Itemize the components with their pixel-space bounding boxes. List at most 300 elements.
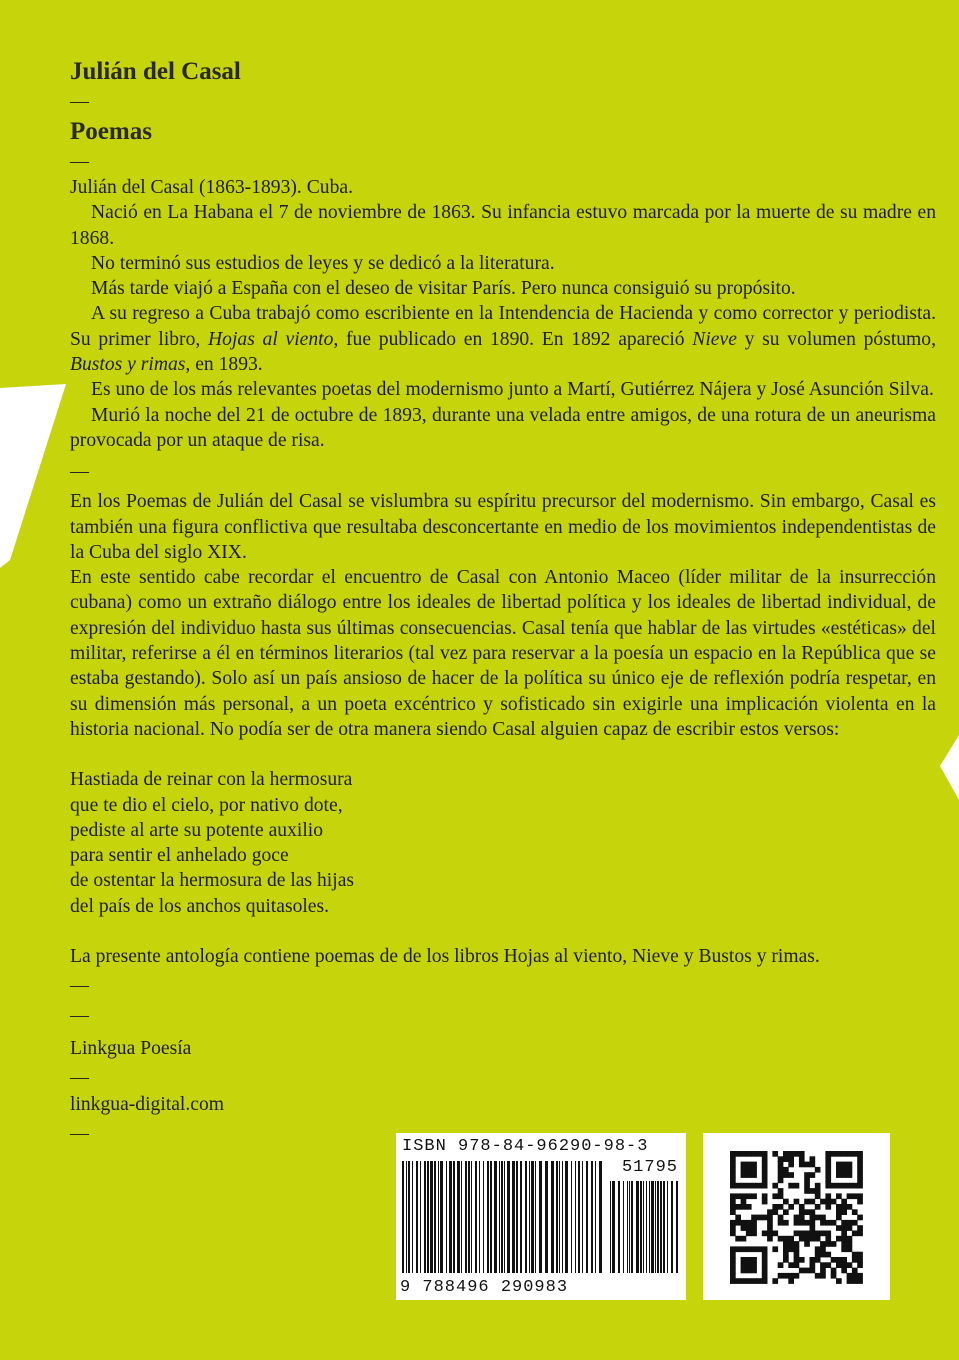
qr-module <box>825 1151 831 1157</box>
isbn-label: ISBN 978-84-96290-98-3 <box>402 1137 649 1156</box>
qr-module <box>741 1167 747 1173</box>
qr-module <box>783 1199 789 1205</box>
qr-module <box>741 1225 747 1231</box>
qr-module <box>804 1183 810 1189</box>
separator-dash: — <box>70 975 89 997</box>
qr-module <box>820 1268 826 1274</box>
barcode-bars <box>396 1133 686 1300</box>
verse-line: Hastiada de reinar con la hermosura <box>70 769 353 791</box>
barcode-addon-bar <box>627 1181 628 1273</box>
barcode-bar <box>438 1161 439 1273</box>
left-white-shape <box>0 384 66 568</box>
qr-module <box>852 1151 858 1157</box>
qr-module <box>847 1204 853 1210</box>
qr-module <box>772 1151 778 1157</box>
barcode-addon-bar <box>646 1181 647 1273</box>
barcode-bar <box>520 1161 522 1273</box>
qr-module <box>825 1262 831 1268</box>
qr-module <box>751 1257 757 1263</box>
barcode-bar <box>599 1161 602 1273</box>
qr-module <box>762 1178 768 1184</box>
qr-module <box>783 1236 789 1242</box>
barcode-addon-bar <box>660 1181 662 1273</box>
barcode-bar <box>424 1161 426 1273</box>
qr-module <box>772 1193 778 1199</box>
barcode-bar <box>586 1161 588 1273</box>
qr-module <box>730 1156 736 1162</box>
barcode-bar <box>430 1161 433 1273</box>
qr-module <box>815 1273 821 1279</box>
qr-module <box>772 1231 778 1237</box>
qr-module <box>746 1231 752 1237</box>
qr-module <box>751 1193 757 1199</box>
qr-module <box>799 1162 805 1168</box>
qr-module <box>799 1151 805 1157</box>
qr-module <box>847 1236 853 1242</box>
qr-module <box>841 1257 847 1263</box>
qr-module <box>751 1167 757 1173</box>
qr-module <box>735 1204 741 1210</box>
qr-module <box>825 1252 831 1258</box>
bio-line: Julián del Casal (1863-1893). Cuba. <box>70 177 353 198</box>
qr-module <box>788 1246 794 1252</box>
qr-module <box>788 1183 794 1189</box>
qr-module <box>730 1262 736 1268</box>
qr-module <box>778 1167 784 1173</box>
qr-module <box>757 1246 763 1252</box>
qr-module <box>852 1273 858 1279</box>
qr-module <box>730 1231 736 1237</box>
qr-module <box>730 1199 736 1205</box>
qr-module <box>762 1199 768 1205</box>
qr-module <box>762 1156 768 1162</box>
barcode-bar <box>427 1161 429 1273</box>
qr-module <box>825 1193 831 1199</box>
barcode-bar <box>487 1161 489 1273</box>
qr-module <box>794 1252 800 1258</box>
qr-module <box>820 1273 826 1279</box>
barcode-addon-bar <box>649 1181 650 1273</box>
qr-module <box>804 1172 810 1178</box>
qr-module <box>857 1178 863 1184</box>
qr-module <box>730 1172 736 1178</box>
qr-module <box>841 1231 847 1237</box>
qr-module <box>831 1220 837 1226</box>
barcode-addon-bar <box>629 1181 630 1273</box>
qr-module <box>735 1220 741 1226</box>
qr-module <box>810 1268 816 1274</box>
qr-module <box>778 1204 784 1210</box>
qr-module <box>762 1151 768 1157</box>
qr-module <box>799 1220 805 1226</box>
qr-module <box>741 1199 747 1205</box>
barcode-bar <box>402 1161 404 1273</box>
qr-module <box>815 1246 821 1252</box>
barcode-bar <box>512 1161 515 1273</box>
text-run: A su regreso a Cuba trabajó como escribiente en la Intendencia de Hacienda y como corrector y periodista. Su primer libro, <box>70 303 936 350</box>
barcode-addon-bar <box>612 1181 615 1273</box>
qr-module <box>804 1188 810 1194</box>
qr-module <box>815 1167 821 1173</box>
separator-dash: — <box>70 151 89 172</box>
qr-module <box>794 1215 800 1221</box>
qr-module <box>741 1183 747 1189</box>
isbn-barcode <box>396 1133 686 1300</box>
qr-module <box>772 1209 778 1215</box>
qr-module <box>741 1268 747 1274</box>
qr-module <box>841 1241 847 1247</box>
qr-module <box>778 1215 784 1221</box>
biography <box>70 175 936 453</box>
qr-module <box>788 1162 794 1168</box>
qr-module <box>847 1225 853 1231</box>
qr-module <box>847 1183 853 1189</box>
separator-dash: — <box>70 91 89 112</box>
qr-module <box>857 1257 863 1263</box>
qr-module <box>746 1151 752 1157</box>
qr-module <box>847 1167 853 1173</box>
qr-module <box>825 1156 831 1162</box>
qr-module <box>730 1178 736 1184</box>
qr-module <box>788 1262 794 1268</box>
qr-module <box>836 1215 842 1221</box>
qr-module <box>757 1215 763 1221</box>
qr-module <box>778 1220 784 1226</box>
barcode-bar <box>531 1161 534 1273</box>
qr-module <box>788 1172 794 1178</box>
qr-module <box>772 1246 778 1252</box>
qr-module <box>794 1241 800 1247</box>
qr-module <box>741 1246 747 1252</box>
qr-module <box>746 1268 752 1274</box>
website[interactable]: linkgua-digital.com <box>70 1094 224 1116</box>
collection-name: Linkgua Poesía <box>70 1038 192 1060</box>
qr-module <box>810 1188 816 1194</box>
barcode-bar <box>578 1161 580 1273</box>
qr-module <box>751 1215 757 1221</box>
barcode-addon-bar <box>651 1181 654 1273</box>
qr-module <box>746 1225 752 1231</box>
barcode-addon-bar <box>657 1181 659 1273</box>
qr-module <box>757 1183 763 1189</box>
qr-module <box>836 1209 842 1215</box>
qr-module <box>836 1167 842 1173</box>
qr-module <box>804 1220 810 1226</box>
qr-module <box>746 1204 752 1210</box>
qr-module <box>794 1262 800 1268</box>
qr-module <box>841 1209 847 1215</box>
qr-module <box>730 1257 736 1263</box>
barcode-bar <box>416 1161 418 1273</box>
qr-module <box>810 1220 816 1226</box>
qr-module <box>799 1156 805 1162</box>
qr-module <box>788 1241 794 1247</box>
qr-module <box>825 1183 831 1189</box>
qr-module <box>746 1246 752 1252</box>
qr-module <box>794 1199 800 1205</box>
qr-module <box>762 1278 768 1284</box>
qr-module <box>847 1162 853 1168</box>
qr-module <box>735 1246 741 1252</box>
barcode-bar <box>556 1161 558 1273</box>
qr-module <box>783 1209 789 1215</box>
barcode-bar <box>565 1161 568 1273</box>
qr-module <box>836 1257 842 1263</box>
qr-module <box>836 1151 842 1157</box>
qr-module <box>730 1278 736 1284</box>
barcode-bar <box>412 1161 413 1273</box>
qr-module <box>810 1199 816 1205</box>
qr-module <box>767 1236 773 1242</box>
barcode-addon-bar <box>667 1181 668 1273</box>
qr-module <box>852 1252 858 1258</box>
barcode-bar <box>535 1161 536 1273</box>
barcode-bar <box>440 1161 443 1273</box>
qr-module <box>741 1236 747 1242</box>
qr-module <box>804 1199 810 1205</box>
qr-module <box>831 1183 837 1189</box>
barcode-bar <box>595 1161 596 1273</box>
qr-module <box>767 1220 773 1226</box>
qr-module <box>836 1172 842 1178</box>
qr-module <box>735 1278 741 1284</box>
qr-module <box>804 1241 810 1247</box>
qr-module <box>836 1162 842 1168</box>
qr-module <box>735 1183 741 1189</box>
qr-module <box>762 1257 768 1263</box>
bio-paragraph: Nació en La Habana el 7 de noviembre de 1863. Su infancia estuvo marcada por la muerte de su madre en 1868. <box>70 202 936 249</box>
barcode-bar <box>504 1161 505 1273</box>
qr-module <box>857 1278 863 1284</box>
qr-module <box>751 1183 757 1189</box>
barcode-bar <box>562 1161 563 1273</box>
qr-module <box>751 1246 757 1252</box>
qr-module <box>788 1273 794 1279</box>
qr-module <box>857 1231 863 1237</box>
qr-module <box>836 1193 842 1199</box>
qr-module <box>847 1262 853 1268</box>
qr-module <box>783 1172 789 1178</box>
qr-module <box>799 1209 805 1215</box>
qr-module <box>767 1231 773 1237</box>
separator-dash: — <box>70 1067 89 1089</box>
qr-module <box>741 1204 747 1210</box>
qr-module <box>820 1220 826 1226</box>
qr-module <box>746 1162 752 1168</box>
barcode-bar <box>571 1161 572 1273</box>
qr-module <box>857 1273 863 1279</box>
qr-module <box>794 1183 800 1189</box>
qr-module <box>746 1167 752 1173</box>
qr-module <box>804 1236 810 1242</box>
text-run: y su volumen póstumo, <box>736 328 936 350</box>
qr-module <box>730 1151 736 1157</box>
bio-paragraph: No terminó sus estudios de leyes y se dedicó a la literatura. <box>91 252 555 274</box>
qr-module <box>831 1241 837 1247</box>
barcode-bar <box>516 1161 518 1273</box>
barcode-bar <box>475 1161 477 1273</box>
right-white-shape <box>940 735 959 800</box>
qr-module <box>825 1172 831 1178</box>
barcode-bar <box>499 1161 500 1273</box>
barcode-bar <box>539 1161 542 1273</box>
barcode-addon-bar <box>676 1181 678 1273</box>
qr-code[interactable] <box>703 1133 890 1300</box>
qr-module <box>852 1183 858 1189</box>
qr-module <box>778 1178 784 1184</box>
qr-module <box>815 1215 821 1221</box>
qr-module <box>741 1172 747 1178</box>
qr-module <box>730 1193 736 1199</box>
barcode-bar <box>471 1161 472 1273</box>
qr-module <box>735 1215 741 1221</box>
qr-module <box>841 1151 847 1157</box>
qr-module <box>857 1183 863 1189</box>
qr-module <box>857 1156 863 1162</box>
qr-module <box>836 1204 842 1210</box>
verse-line: para sentir el anhelado goce <box>70 845 289 867</box>
qr-module <box>751 1262 757 1268</box>
qr-module <box>788 1278 794 1284</box>
qr-module <box>741 1162 747 1168</box>
qr-module <box>815 1231 821 1237</box>
book-title: Bustos y rimas <box>70 354 186 376</box>
qr-module <box>730 1273 736 1279</box>
qr-module <box>730 1167 736 1173</box>
qr-module <box>847 1241 853 1247</box>
qr-module <box>852 1231 858 1237</box>
qr-module <box>788 1204 794 1210</box>
qr-module <box>831 1257 837 1263</box>
qr-module <box>815 1193 821 1199</box>
qr-module <box>772 1204 778 1210</box>
qr-module <box>847 1172 853 1178</box>
qr-module <box>741 1262 747 1268</box>
qr-module <box>746 1257 752 1263</box>
qr-module <box>841 1204 847 1210</box>
barcode-bar <box>479 1161 480 1273</box>
qr-module <box>825 1199 831 1205</box>
qr-module <box>730 1204 736 1210</box>
barcode-bar <box>453 1161 455 1273</box>
barcode-bar <box>529 1161 530 1273</box>
qr-module <box>762 1162 768 1168</box>
barcode-bar <box>525 1161 527 1273</box>
qr-module <box>799 1257 805 1263</box>
bio-paragraph: Murió la noche del 21 de octubre de 1893, durante una velada entre amigos, de una rotura de un aneurisma provocada por un ataque de risa. <box>70 404 936 451</box>
barcode-bar <box>449 1161 452 1273</box>
qr-module <box>794 1246 800 1252</box>
barcode-bar <box>559 1161 560 1273</box>
separator-dash: — <box>70 1123 89 1145</box>
author-heading: Julián del Casal <box>70 58 241 85</box>
qr-module <box>778 1236 784 1242</box>
qr-module <box>852 1220 858 1226</box>
qr-module <box>836 1236 842 1242</box>
qr-module <box>852 1268 858 1274</box>
essay <box>70 489 936 742</box>
qr-module <box>825 1178 831 1184</box>
qr-module <box>857 1252 863 1258</box>
qr-module <box>751 1278 757 1284</box>
qr-module <box>751 1220 757 1226</box>
qr-module <box>847 1193 853 1199</box>
separator-dash: — <box>70 1005 89 1027</box>
qr-module <box>783 1156 789 1162</box>
qr-module <box>783 1273 789 1279</box>
barcode-addon-bar <box>623 1181 624 1273</box>
verse-line: pediste al arte su potente auxilio <box>70 819 324 841</box>
barcode-bar <box>461 1161 462 1273</box>
qr-module <box>762 1273 768 1279</box>
barcode-bar <box>420 1161 421 1273</box>
qr-module <box>804 1231 810 1237</box>
qr-module <box>783 1246 789 1252</box>
qr-module <box>788 1236 794 1242</box>
barcode-addon-bar <box>671 1181 673 1273</box>
qr-module <box>730 1220 736 1226</box>
qr-module <box>836 1262 842 1268</box>
qr-module <box>857 1167 863 1173</box>
qr-module <box>841 1172 847 1178</box>
qr-module <box>783 1252 789 1258</box>
qr-module <box>799 1231 805 1237</box>
qr-module <box>741 1151 747 1157</box>
qr-module <box>799 1204 805 1210</box>
qr-module <box>815 1236 821 1242</box>
qr-module <box>799 1236 805 1242</box>
qr-module <box>757 1151 763 1157</box>
qr-module <box>857 1199 863 1205</box>
barcode-addon-bar <box>636 1181 639 1273</box>
barcode-addon-bar <box>655 1181 656 1273</box>
qr-module <box>825 1220 831 1226</box>
book-title: Hojas al viento <box>208 328 334 350</box>
qr-module <box>762 1172 768 1178</box>
qr-module <box>783 1241 789 1247</box>
barcode-bar <box>490 1161 492 1273</box>
qr-module <box>730 1183 736 1189</box>
qr-module <box>852 1257 858 1263</box>
qr-module <box>783 1220 789 1226</box>
qr-module <box>857 1225 863 1231</box>
qr-module <box>751 1268 757 1274</box>
qr-module <box>857 1215 863 1221</box>
qr-module <box>820 1252 826 1258</box>
barcode-bar <box>483 1161 484 1273</box>
qr-module <box>820 1241 826 1247</box>
qr-module <box>778 1188 784 1194</box>
qr-module <box>841 1268 847 1274</box>
qr-module <box>810 1215 816 1221</box>
qr-module <box>825 1167 831 1173</box>
qr-module <box>857 1262 863 1268</box>
qr-module <box>847 1220 853 1226</box>
qr-module <box>820 1215 826 1221</box>
verse-line: del país de los anchos quitasoles. <box>70 895 330 917</box>
qr-module <box>841 1167 847 1173</box>
qr-module <box>794 1231 800 1237</box>
barcode-bar <box>551 1161 554 1273</box>
qr-module <box>810 1172 816 1178</box>
back-cover-text <box>70 55 936 1147</box>
qr-module <box>841 1225 847 1231</box>
qr-module <box>762 1231 768 1237</box>
ean-number: 9 788496 290983 <box>400 1278 569 1297</box>
qr-module <box>820 1231 826 1237</box>
qr-module <box>825 1241 831 1247</box>
qr-module <box>746 1278 752 1284</box>
